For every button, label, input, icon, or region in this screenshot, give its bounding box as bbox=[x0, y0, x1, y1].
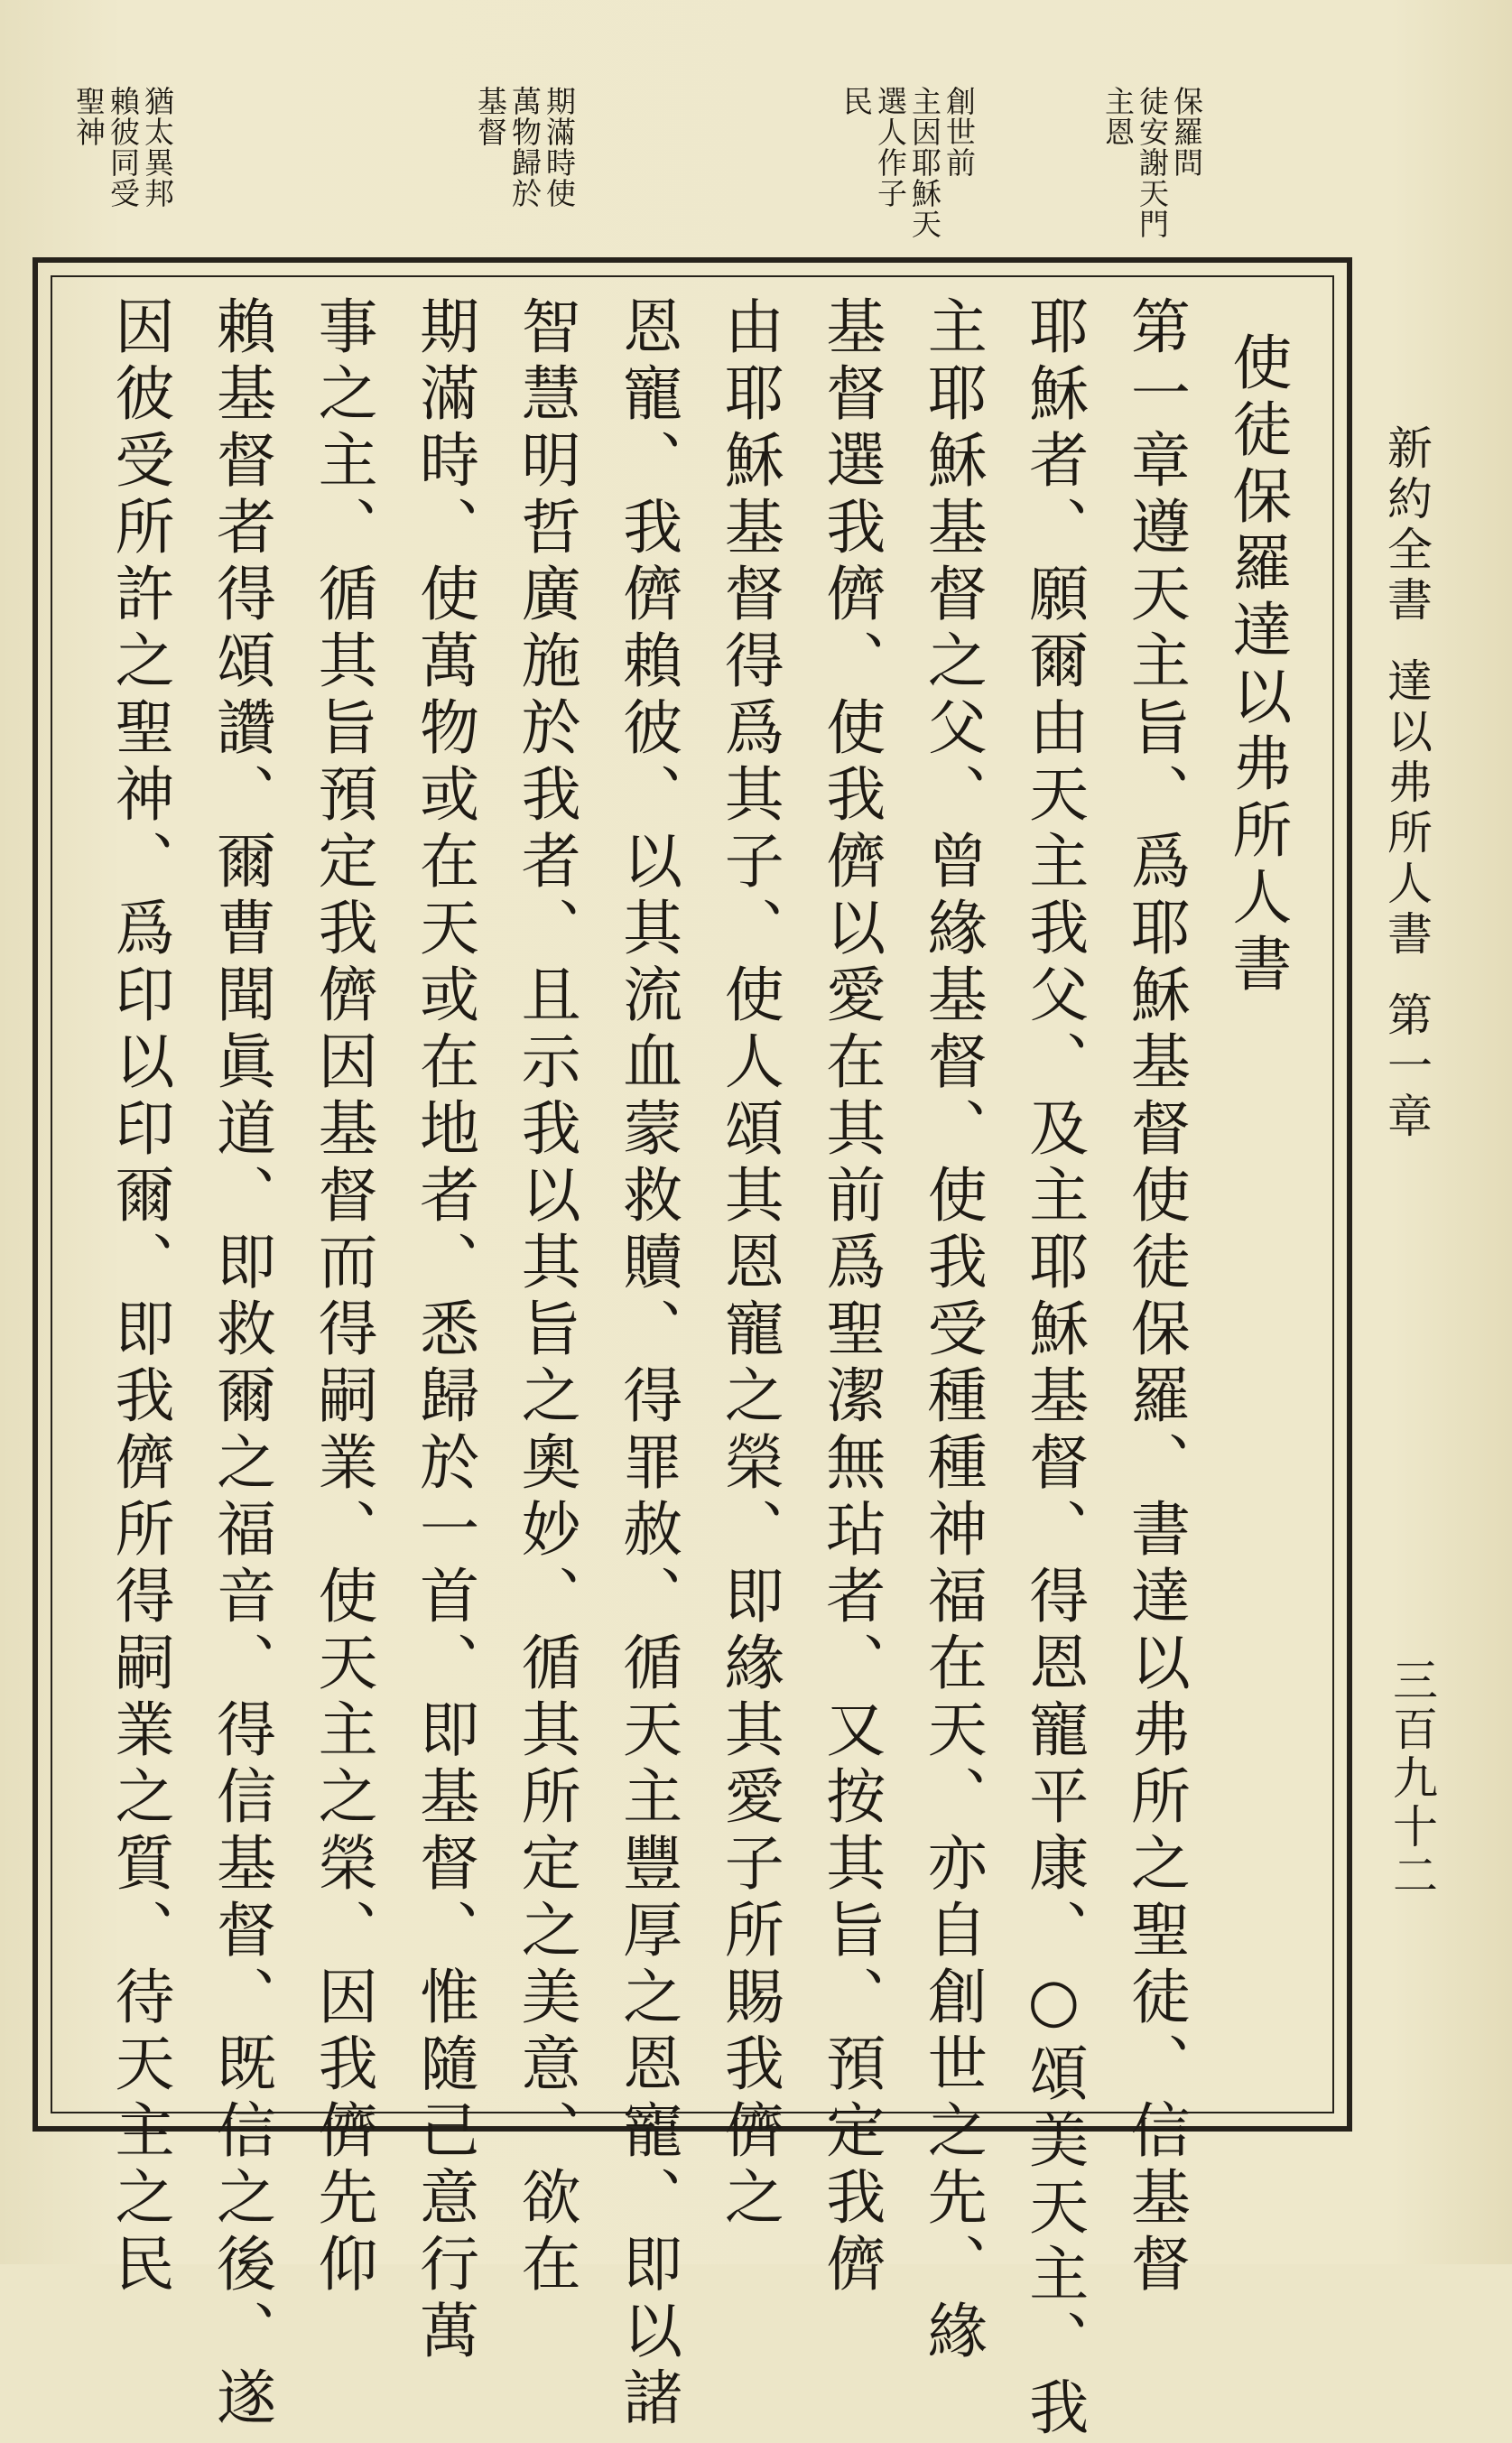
text-column: 智慧明哲廣施於我者、且示我以其旨之奧妙、循其所定之美意、欲在 bbox=[511, 295, 581, 2299]
headnote-line: 賴彼同受 bbox=[106, 86, 141, 209]
headnote-line: 主因耶穌天 bbox=[907, 86, 942, 239]
text-column: 因彼受所許之聖神、爲印以印爾、即我儕所得嗣業之質、待天主之民 bbox=[105, 295, 174, 2299]
headnote-line: 猶太異邦 bbox=[140, 86, 175, 209]
text-column: 主耶穌基督之父、曾緣基督、使我受種種神福在天、亦自創世之先、緣 bbox=[917, 295, 988, 2366]
headnote-line: 徒安謝天門 bbox=[1135, 86, 1170, 239]
running-header bbox=[1370, 424, 1442, 1869]
text-column: 賴基督者得頌讚、爾曹聞眞道、即救爾之福音、得信基督、既信之後、遂 bbox=[206, 295, 276, 2433]
headnote-line: 萬物歸於 bbox=[507, 86, 543, 209]
text-column: 期滿時、使萬物或在天或在地者、悉歸於一首、即基督、惟隨己意行萬 bbox=[409, 295, 479, 2366]
book-title: 新約全書 bbox=[1380, 424, 1433, 627]
text-column: 恩寵、我儕賴彼、以其流血蒙救贖、得罪赦、循天主豐厚之恩寵、即以諸 bbox=[612, 295, 682, 2433]
headnote-line: 民 bbox=[839, 86, 874, 116]
headnote-line: 聖神 bbox=[71, 86, 107, 147]
text-column: 事之主、循其旨預定我儕因基督而得嗣業、使天主之榮、因我儕先仰 bbox=[308, 295, 378, 2299]
headnote-4 bbox=[72, 86, 173, 253]
headnote-line: 期滿時使 bbox=[542, 86, 577, 209]
headnote-line: 創世前 bbox=[942, 86, 977, 178]
text-columns bbox=[90, 295, 1292, 2443]
text-column: 第一章遵天主旨、爲耶穌基督使徒保羅、書達以弗所之聖徒、信基督 bbox=[1120, 295, 1191, 2299]
headnote-line: 基督 bbox=[473, 86, 508, 147]
headnote-1 bbox=[1101, 86, 1202, 253]
text-frame bbox=[32, 257, 1352, 2443]
headnote-2 bbox=[839, 86, 975, 253]
epistle-heading: 使徒保羅達以弗所人書 bbox=[1221, 331, 1292, 999]
page-number: 三百九十二 bbox=[1386, 1657, 1438, 1900]
headnote-line: 選人作子 bbox=[873, 86, 908, 209]
epistle-title: 達以弗所人書 bbox=[1380, 657, 1433, 961]
text-column: 由耶穌基督得爲其子、使人頌其恩寵之榮、即緣其愛子所賜我儕之 bbox=[714, 295, 784, 2233]
text-column: 耶穌者、願爾由天主我父、及主耶穌基督、得恩寵平康、○頌美天主、我 bbox=[1018, 295, 1089, 2443]
headnote-line: 保羅問 bbox=[1169, 86, 1204, 178]
headnote-3 bbox=[474, 86, 575, 253]
headnote-line: 主恩 bbox=[1100, 86, 1136, 147]
chapter-label: 第一章 bbox=[1380, 991, 1433, 1143]
headnotes bbox=[54, 86, 1228, 266]
text-column: 基督選我儕、使我儕以愛在其前爲聖潔無玷者、又按其旨、預定我儕 bbox=[815, 295, 886, 2299]
